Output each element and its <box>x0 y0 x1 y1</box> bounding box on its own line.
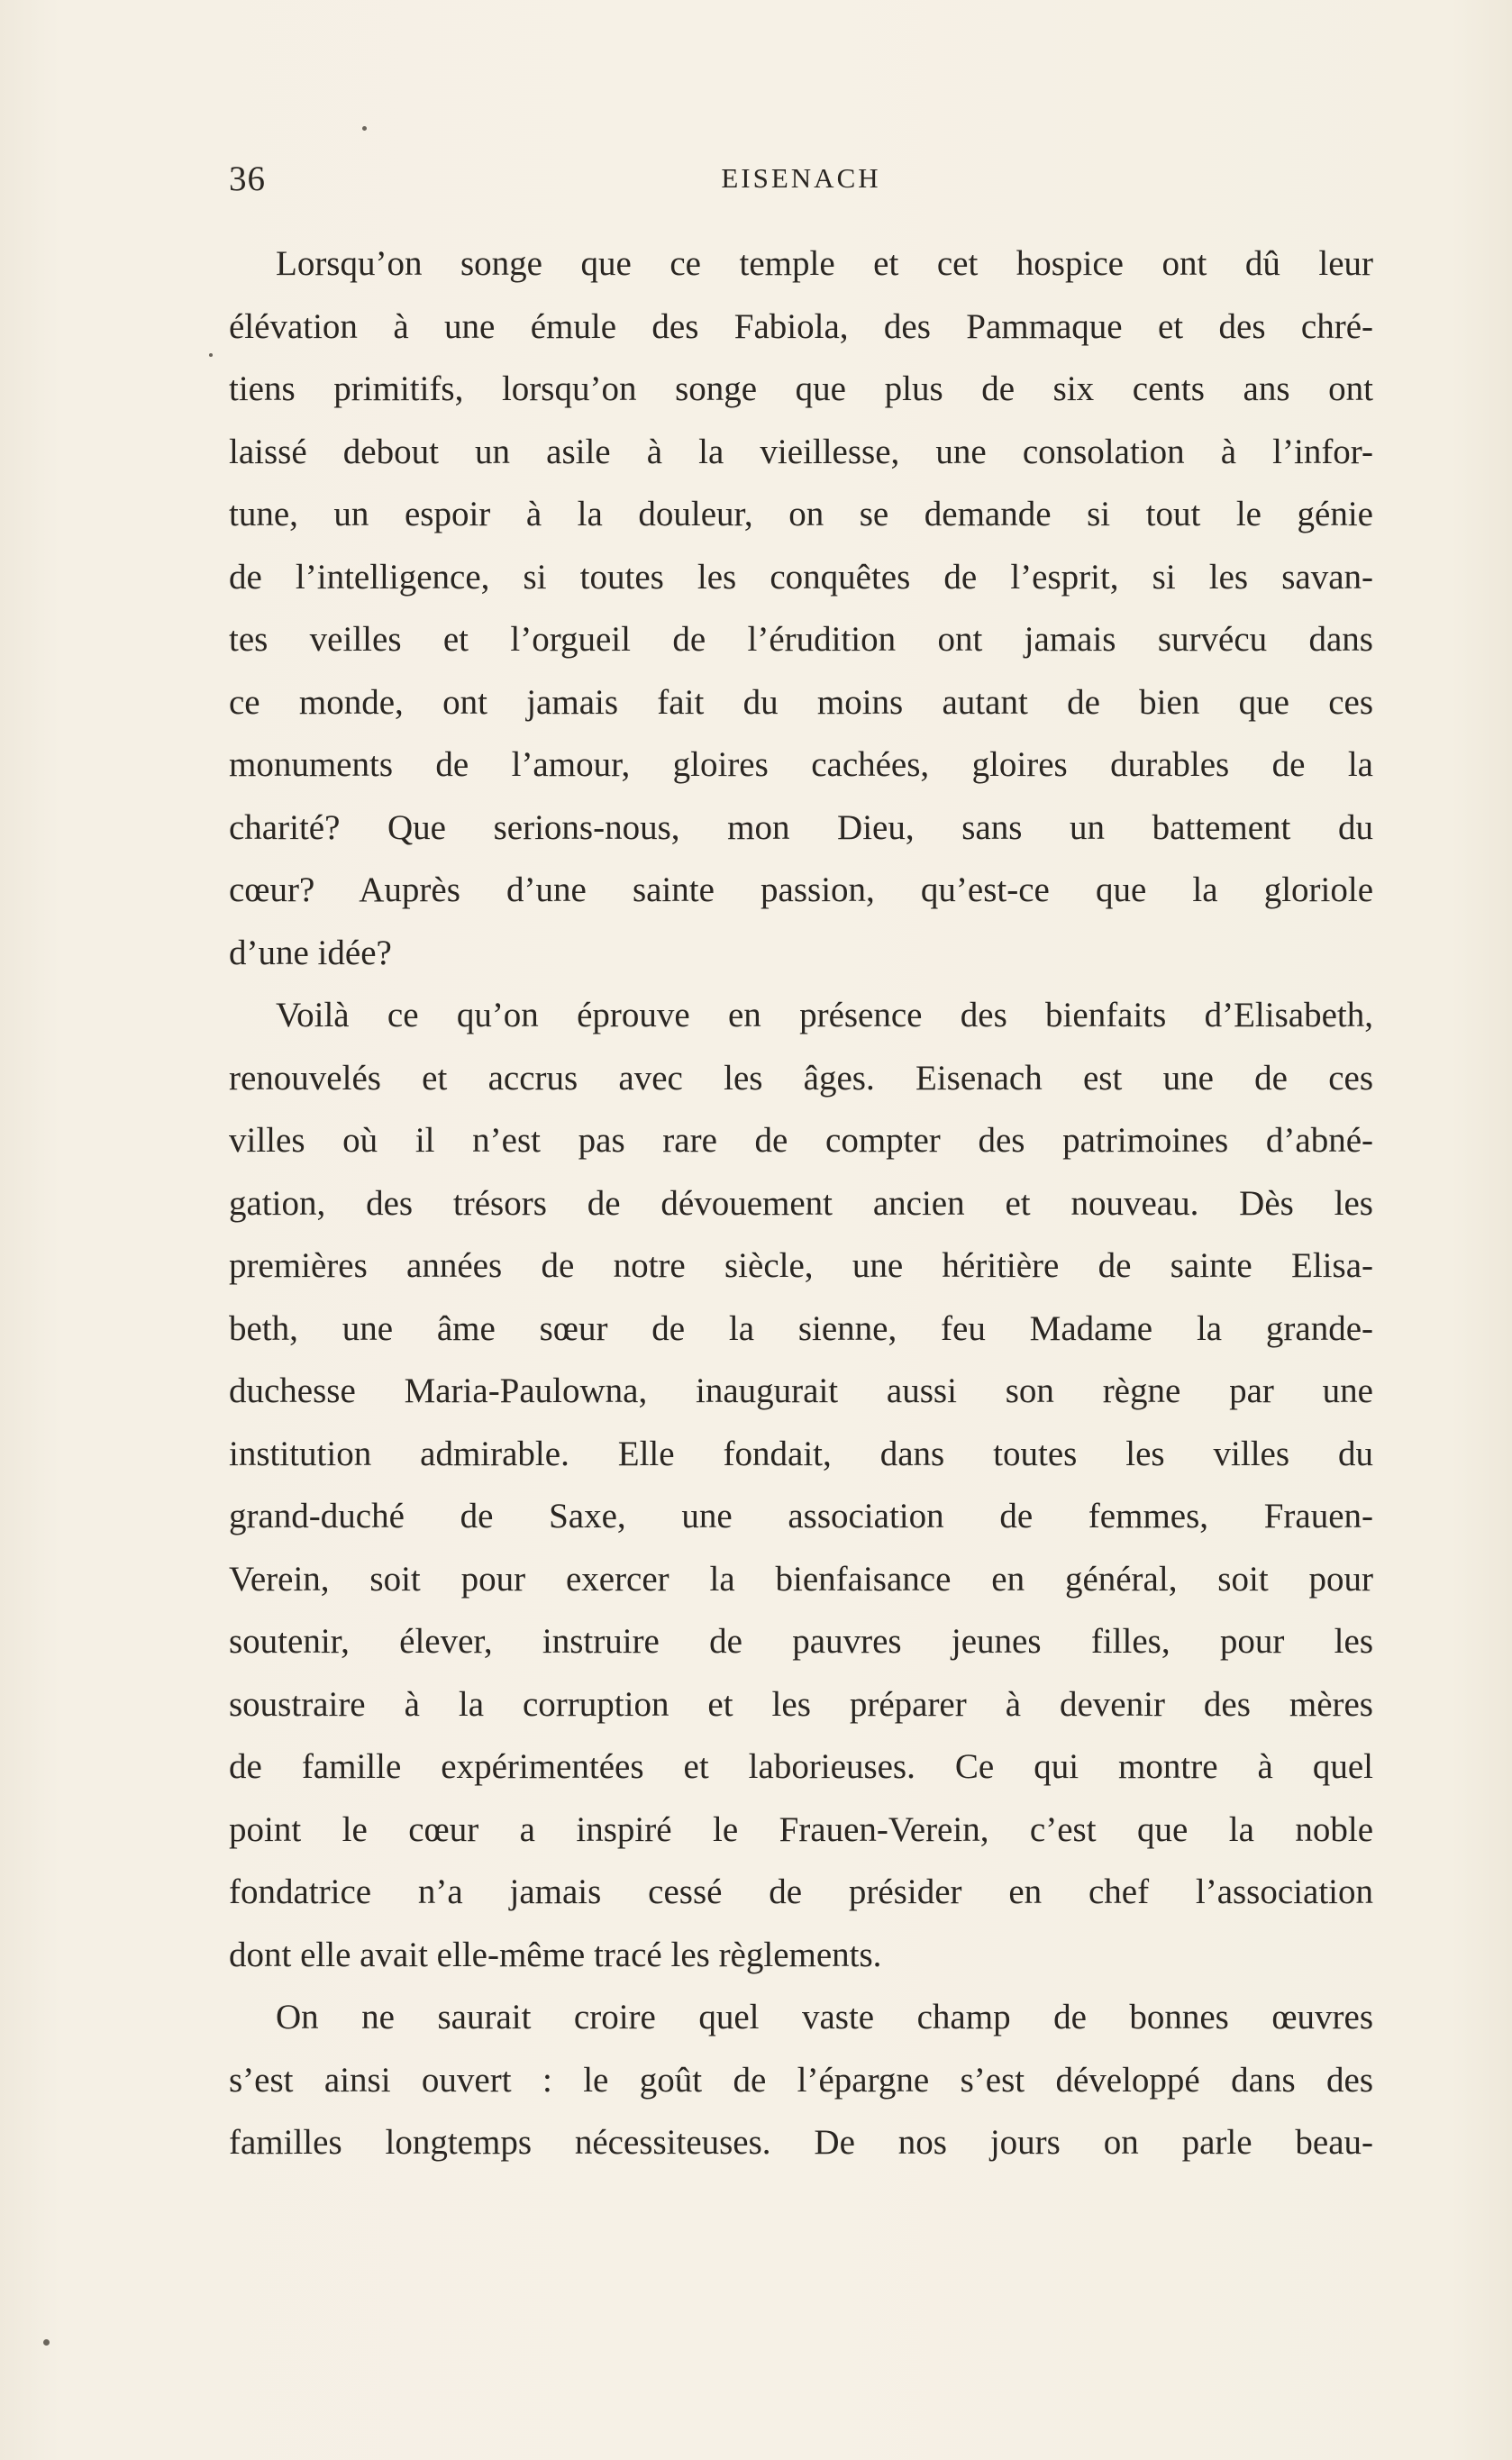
text-line: Voilà ce qu’on éprouve en présence des bienfaits d’Elisabeth, <box>276 996 1373 1034</box>
text-line: gation, des trésors de dévouement ancien et nouveau. Dès les <box>229 1183 1373 1223</box>
text-line: renouvelés et accrus avec les âges. Eisenach est une de ces <box>229 1058 1373 1098</box>
text-line: tes veilles et l’orgueil de l’érudition ont jamais survécu dans <box>229 620 1373 659</box>
text-line: point le cœur a inspiré le Frauen-Verein, c’est que la noble <box>229 1809 1373 1849</box>
text-line: grand-duché de Saxe, une association de femmes, Frauen- <box>229 1497 1373 1535</box>
text-line: institution admirable. Elle fondait, dans toutes les villes du <box>229 1434 1373 1473</box>
text-line: soutenir, élever, instruire de pauvres jeunes filles, pour les <box>229 1622 1373 1661</box>
text-line: ce monde, ont jamais fait du moins autant de bien que ces <box>229 682 1373 722</box>
text-line: de l’intelligence, si toutes les conquêtes de l’esprit, si les savan- <box>229 557 1373 597</box>
text-line: d’une idée? <box>229 933 392 972</box>
text-line: s’est ainsi ouvert : le goût de l’épargne s’est développé dans des <box>229 2060 1373 2100</box>
running-head: EISENACH <box>721 162 881 194</box>
text-line: fondatrice n’a jamais cessé de présider en chef l’association <box>229 1872 1373 1911</box>
text-line: Lorsqu’on songe que ce temple et cet hospice ont dû leur <box>276 244 1373 283</box>
text-line: de famille expérimentées et laborieuses. Ce qui montre à quel <box>229 1747 1373 1786</box>
text-line: premières années de notre siècle, une héritière de sainte Elisa- <box>229 1246 1373 1285</box>
text-line: villes où il n’est pas rare de compter des patrimoines d’abné- <box>229 1121 1373 1160</box>
page-number: 36 <box>229 159 266 198</box>
text-line: beth, une âme sœur de la sienne, feu Madame la grande- <box>229 1308 1373 1348</box>
text-line: dont elle avait elle-même tracé les règlements. <box>229 1935 882 1974</box>
text-line: soustraire à la corruption et les préparer à devenir des mères <box>229 1684 1373 1724</box>
ink-speck-top <box>362 126 367 131</box>
ink-speck-left <box>209 353 213 357</box>
text-line: On ne saurait croire quel vaste champ de bonnes œuvres <box>276 1998 1373 2036</box>
text-line: élévation à une émule des Fabiola, des Pammaque et des chré- <box>229 306 1373 346</box>
text-line: monuments de l’amour, gloires cachées, gloires durables de la <box>229 745 1373 784</box>
text-line: duchesse Maria-Paulowna, inaugurait aussi son règne par une <box>229 1371 1373 1410</box>
text-line: familles longtemps nécessiteuses. De nos jours on parle beau- <box>229 2123 1373 2162</box>
text-line: charité? Que serions-nous, mon Dieu, sans un battement du <box>229 807 1373 847</box>
text-line: Verein, soit pour exercer la bienfaisance en général, soit pour <box>229 1559 1373 1599</box>
text-line: laissé debout un asile à la vieillesse, une consolation à l’infor- <box>229 432 1373 471</box>
ink-speck-bottom <box>43 2339 50 2346</box>
text-line: tiens primitifs, lorsqu’on songe que plus de six cents ans ont <box>229 369 1373 408</box>
body-text <box>229 232 1373 2174</box>
page-header <box>229 159 1373 204</box>
text-line: tune, un espoir à la douleur, on se demande si tout le génie <box>229 495 1373 533</box>
text-line: cœur? Auprès d’une sainte passion, qu’est-ce que la gloriole <box>229 870 1373 909</box>
